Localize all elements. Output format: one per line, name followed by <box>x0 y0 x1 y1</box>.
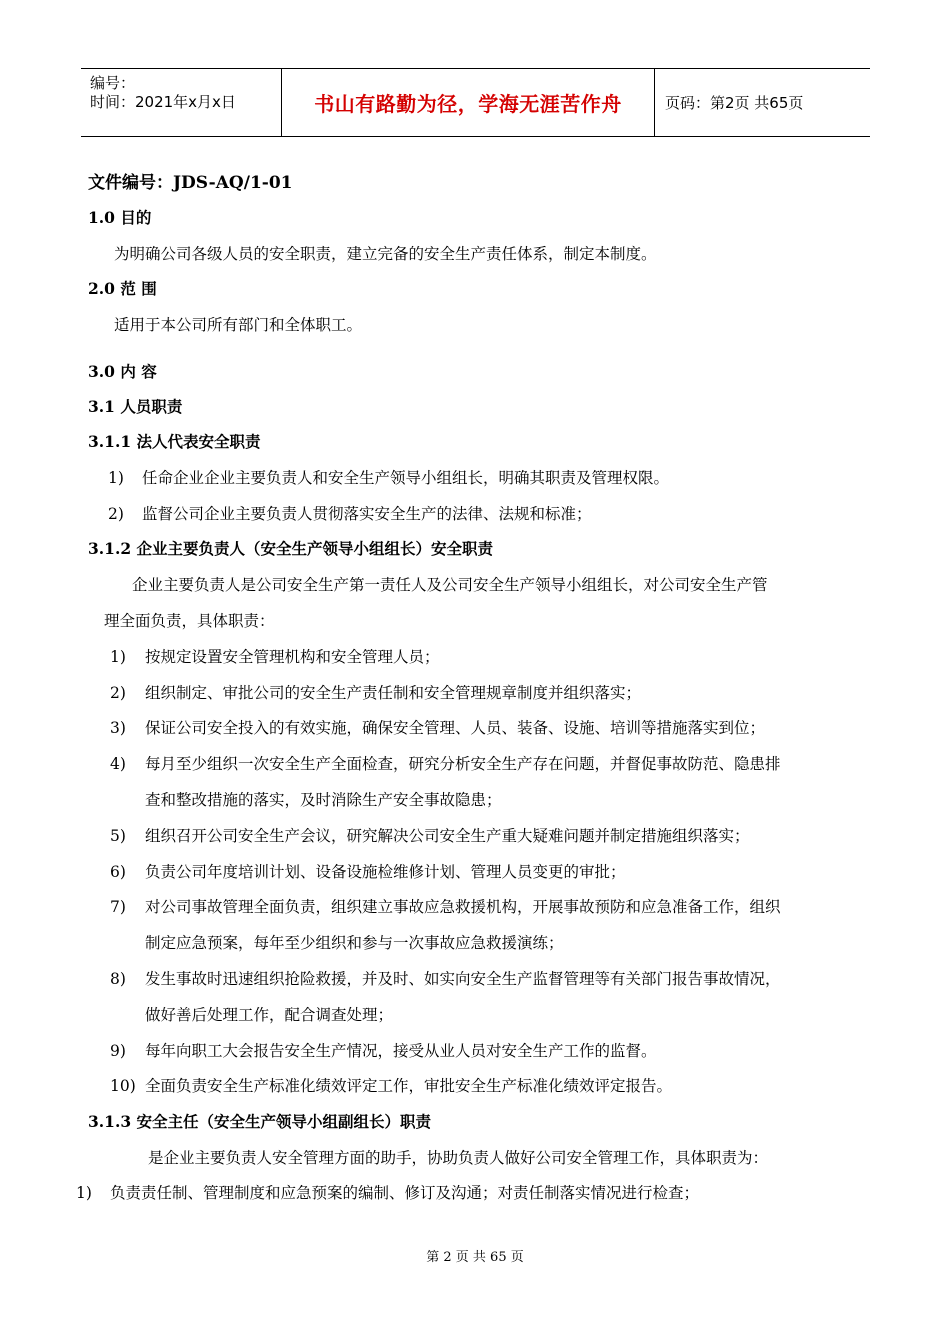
list-item-text: 保证公司安全投入的有效实施，确保安全管理、人员、装备、设施、培训等措施落实到位； <box>145 719 766 737</box>
list-item-text-continued: 制定应急预案，每年至少组织和参与一次事故应急救援演练； <box>145 934 564 952</box>
section-3-1-3-title: 3.1.3 安全主任（安全生产领导小组副组长）职责 <box>88 1112 432 1131</box>
list-item-text-continued: 查和整改措施的落实，及时消除生产安全事故隐患； <box>145 791 502 809</box>
list-item-number: 1) <box>108 469 124 487</box>
list-item-text: 全面负责安全生产标准化绩效评定工作，审批安全生产标准化绩效评定报告。 <box>145 1077 673 1095</box>
list-item-text: 任命企业企业主要负责人和安全生产领导小组组长，明确其职责及管理权限。 <box>142 469 670 487</box>
header-meta <box>81 69 282 136</box>
section-3-1-title: 3.1 人员职责 <box>88 397 183 416</box>
list-item-text: 按规定设置安全管理机构和安全管理人员； <box>145 648 440 666</box>
list-item-number: 2) <box>108 505 124 523</box>
list-item-number: 7) <box>110 898 126 916</box>
page-footer: 第 2 页 共 65 页 <box>426 1250 524 1265</box>
page-info: 页码：第2页 共65页 <box>665 94 804 112</box>
list-item-number: 2) <box>110 684 126 702</box>
section-1-text: 为明确公司各级人员的安全职责，建立完备的安全生产责任体系，制定本制度。 <box>114 245 657 263</box>
motto-text: 书山有路勤为径，学海无涯苦作舟 <box>314 92 622 116</box>
list-item-text-continued: 做好善后处理工作，配合调查处理； <box>145 1006 394 1024</box>
section-2-title: 2.0 范 围 <box>88 279 157 298</box>
list-item-number: 1) <box>110 648 126 666</box>
section-3-1-3-intro: 是企业主要负责人安全管理方面的助手，协助负责人做好公司安全管理工作，具体职责为： <box>148 1149 769 1167</box>
list-item-text: 每月至少组织一次安全生产全面检查，研究分析安全生产存在问题，并督促事故防范、隐患排 <box>145 755 781 773</box>
list-item-number: 9) <box>110 1042 126 1060</box>
page-header <box>81 68 870 137</box>
list-item-text: 监督公司企业主要负责人贯彻落实安全生产的法律、法规和标准； <box>142 505 592 523</box>
list-item-number: 6) <box>110 863 126 881</box>
list-item-number: 5) <box>110 827 126 845</box>
section-2-text: 适用于本公司所有部门和全体职工。 <box>114 316 363 334</box>
section-3-1-2-title: 3.1.2 企业主要负责人（安全生产领导小组组长）安全职责 <box>88 539 494 558</box>
list-item-text: 负责责任制、管理制度和应急预案的编制、修订及沟通；对责任制落实情况进行检查； <box>110 1184 700 1202</box>
section-3-1-2-intro-line1: 企业主要负责人是公司安全生产第一责任人及公司安全生产领导小组组长，对公司安全生产管 <box>132 576 768 594</box>
section-1-title: 1.0 目的 <box>88 208 152 227</box>
list-item-number: 8) <box>110 970 126 988</box>
section-3-title: 3.0 内 容 <box>88 362 157 381</box>
section-3-1-2-intro-line2: 理全面负责，具体职责： <box>104 612 275 630</box>
document-number: 文件编号：JDS-AQ/1-01 <box>88 173 293 193</box>
section-3-1-1-title: 3.1.1 法人代表安全职责 <box>88 432 261 451</box>
list-item-text: 组织制定、审批公司的安全生产责任制和安全管理规章制度并组织落实； <box>145 684 642 702</box>
list-item-number: 4) <box>110 755 126 773</box>
date-label: 时间：2021年x月x日 <box>90 93 236 111</box>
list-item-number: 3) <box>110 719 126 737</box>
list-item-text: 负责公司年度培训计划、设备设施检维修计划、管理人员变更的审批； <box>145 863 626 881</box>
list-item-text: 对公司事故管理全面负责，组织建立事故应急救援机构，开展事故预防和应急准备工作，组织 <box>145 898 781 916</box>
list-item-number: 10) <box>110 1077 136 1095</box>
list-item-text: 发生事故时迅速组织抢险救援，并及时、如实向安全生产监督管理等有关部门报告事故情况， <box>145 970 781 988</box>
list-item-number: 1) <box>76 1184 92 1202</box>
list-item-text: 每年向职工大会报告安全生产情况，接受从业人员对安全生产工作的监督。 <box>145 1042 657 1060</box>
doc-number-label: 编号： <box>90 74 136 92</box>
list-item-text: 组织召开公司安全生产会议，研究解决公司安全生产重大疑难问题并制定措施组织落实； <box>145 827 750 845</box>
header-motto <box>282 69 655 136</box>
